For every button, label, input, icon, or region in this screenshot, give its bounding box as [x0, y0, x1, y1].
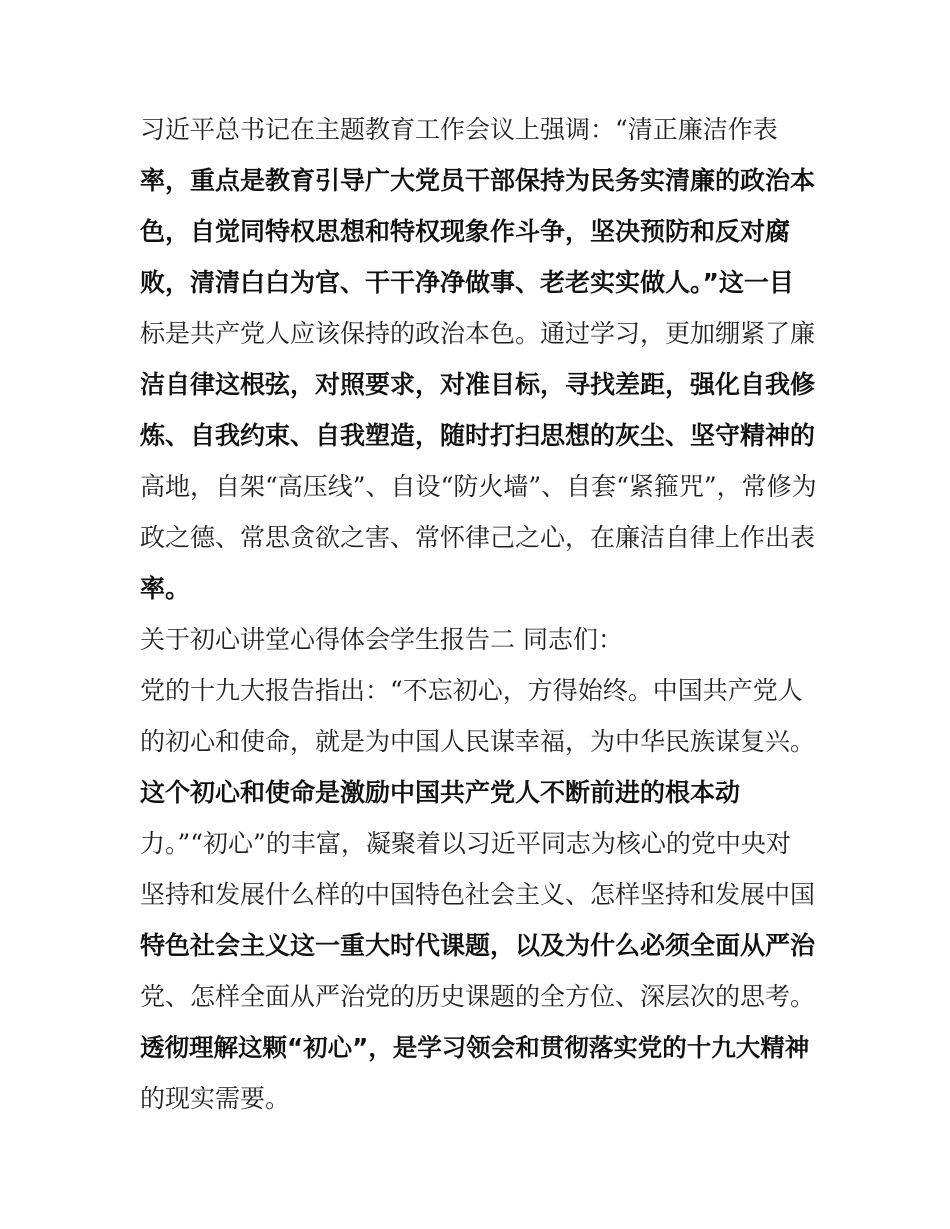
text-line-2: 率，重点是教育引导广大党员干部保持为民务实清廉的政治本 [140, 166, 816, 195]
text-line-8: 高地，自架“高压线”、自设“防火墙”、自套“紧箍咒”，常修为 [140, 472, 817, 501]
text-line-3: 色，自觉同特权思想和特权现象作斗争，坚决预防和反对腐 [140, 217, 791, 246]
text-line-6: 洁自律这根弦，对照要求，对准目标，寻找差距，强化自我修 [140, 370, 816, 399]
text-line-13: 的初心和使命，就是为中国人民谋幸福，为中华民族谋复兴。 [140, 727, 816, 756]
section-heading: 关于初心讲堂心得体会学生报告二 同志们： [140, 625, 623, 654]
text-line-15: 力。”“初心”的丰富，凝聚着以习近平同志为核心的党中央对 [140, 829, 791, 858]
text-line-10: 率。 [140, 574, 191, 603]
text-line-19: 透彻理解这颗“初心”，是学习领会和贯彻落实党的十九大精神 [140, 1033, 810, 1062]
text-line-1: 习近平总书记在主题教育工作会议上强调：“清正廉洁作表 [140, 115, 778, 144]
text-line-9: 政之德、常思贪欲之害、常怀律己之心，在廉洁自律上作出表 [140, 523, 816, 552]
text-line-16: 坚持和发展什么样的中国特色社会主义、怎样坚持和发展中国 [140, 880, 816, 909]
text-line-18: 党、怎样全面从严治党的历史课题的全方位、深层次的思考。 [140, 982, 816, 1011]
text-line-14: 这个初心和使命是激励中国共产党人不断前进的根本动 [140, 778, 741, 807]
text-line-17: 特色社会主义这一重大时代课题，以及为什么必须全面从严治 [140, 931, 816, 960]
text-line-7: 炼、自我约束、自我塑造，随时打扫思想的灰尘、坚守精神的 [140, 421, 816, 450]
text-line-4: 败，清清白白为官、干干净净做事、老老实实做人。”这一目 [140, 268, 794, 297]
text-line-20: 的现实需要。 [140, 1084, 291, 1113]
text-line-12: 党的十九大报告指出：“不忘初心，方得始终。中国共产党人 [140, 676, 803, 705]
text-line-5: 标是共产党人应该保持的政治本色。通过学习，更加绷紧了廉 [140, 319, 816, 348]
